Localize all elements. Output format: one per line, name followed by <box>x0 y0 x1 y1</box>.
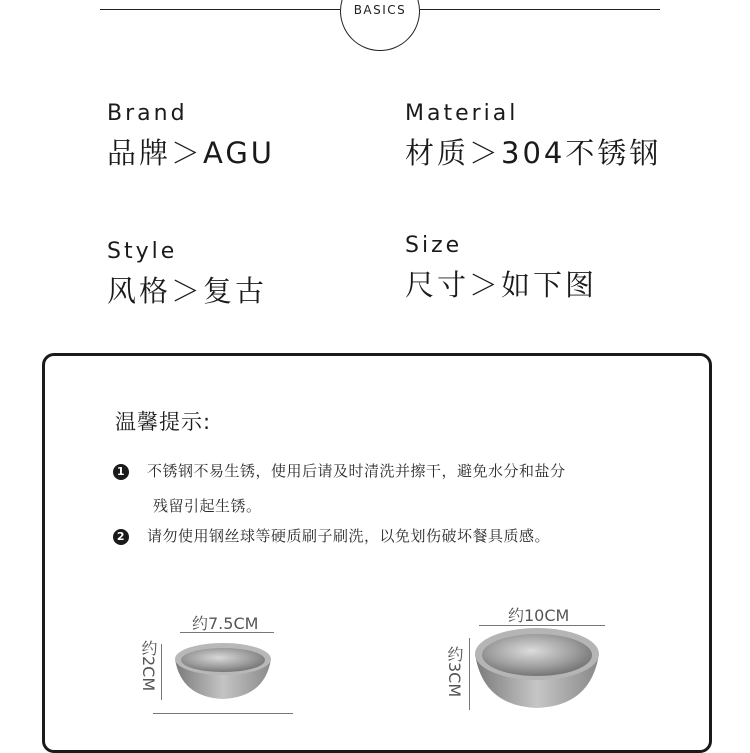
spec-style-en: Style <box>107 239 178 264</box>
large-bowl-image <box>471 624 603 710</box>
spec-brand-cn: 品牌＞AGU <box>107 136 276 170</box>
tip-1-line1: 不锈钢不易生锈，使用后请及时清洗并擦干，避免水分和盐分 <box>147 462 566 480</box>
small-bowl-width: 约7.5CM <box>192 614 259 633</box>
header-divider-right <box>420 9 660 10</box>
spec-brand <box>107 101 275 172</box>
tip-2-line1: 请勿使用钢丝球等硬质刷子刷洗，以免划伤破坏餐具质感。 <box>147 527 551 545</box>
header-label: BASICS <box>353 3 407 17</box>
spec-size-cn: 尺寸＞如下图 <box>405 268 598 302</box>
notice-box <box>42 353 712 753</box>
large-bowl-height: 约3CM <box>445 646 464 698</box>
header-divider-left <box>100 9 340 10</box>
spec-material-en: Material <box>405 101 519 126</box>
tip-1-number-icon: 1 <box>113 464 129 480</box>
spec-size <box>405 233 597 304</box>
tip-1 <box>113 460 566 481</box>
small-bowl-image <box>171 641 275 703</box>
large-bowl-height-line <box>469 638 470 710</box>
tip-2-number-icon: 2 <box>113 529 129 545</box>
tip-1-line2: 残留引起生锈。 <box>153 497 262 515</box>
tip-2 <box>113 525 550 546</box>
notice-title: 温馨提示: <box>115 410 212 434</box>
spec-size-en: Size <box>405 233 463 258</box>
large-bowl-width: 约10CM <box>508 606 570 625</box>
small-bowl-base-line <box>153 713 293 714</box>
spec-style-cn: 风格＞复古 <box>107 274 268 308</box>
small-bowl-height: 约2CM <box>139 640 158 692</box>
spec-material-cn: 材质＞304不锈钢 <box>405 136 662 170</box>
small-bowl-width-line <box>180 632 274 633</box>
small-bowl-height-line <box>161 644 162 700</box>
spec-material <box>405 101 661 172</box>
spec-brand-en: Brand <box>107 101 188 126</box>
spec-style <box>107 239 267 310</box>
